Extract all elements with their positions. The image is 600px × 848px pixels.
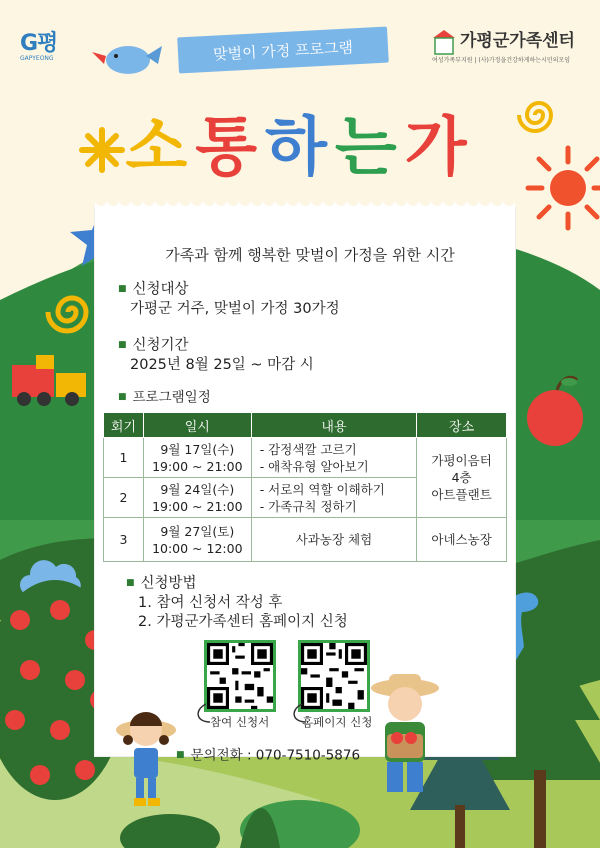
family-center-mark-icon bbox=[432, 29, 456, 55]
target-body: 가평군 거주, 맞벌이 가정 30가정 bbox=[130, 300, 340, 317]
program-banner: 맞벌이 가정 프로그램 bbox=[177, 27, 389, 74]
apply-step-1: 1. 참여 신청서 작성 후 bbox=[138, 594, 283, 611]
bullet-icon: ■ bbox=[118, 340, 127, 350]
column-header: 일시 bbox=[143, 413, 251, 438]
arrow-icon bbox=[198, 704, 210, 722]
target-section bbox=[118, 280, 340, 319]
target-heading: 신청대상 bbox=[132, 281, 189, 298]
center-name: 가평군가족센터 bbox=[460, 31, 575, 51]
gapyeong-logo bbox=[20, 26, 57, 62]
session-datetime: 9월 24일(수) 19:00 ~ 21:00 bbox=[143, 478, 251, 518]
contact bbox=[176, 746, 360, 766]
center-sub: 여성가족부지원 | (사)가정을건강하게하는시민의모임 bbox=[432, 56, 571, 64]
session-datetime: 9월 17일(수) 19:00 ~ 21:00 bbox=[143, 438, 251, 478]
gp-logo-text: G평 bbox=[20, 31, 58, 56]
bullet-icon: ■ bbox=[118, 392, 127, 402]
session-datetime: 9월 27일(토) 10:00 ~ 12:00 bbox=[143, 518, 251, 562]
bullet-icon: ■ bbox=[126, 578, 135, 588]
main-title bbox=[0, 96, 600, 188]
column-header: 장소 bbox=[417, 413, 507, 438]
table-row bbox=[104, 438, 507, 478]
bullet-icon: ■ bbox=[118, 284, 127, 294]
bullet-icon: ■ bbox=[176, 750, 185, 760]
period-heading: 신청기간 bbox=[132, 337, 189, 354]
session-content: - 서로의 역할 이해하기 - 가족규칙 정하기 bbox=[251, 478, 417, 518]
session-number: 3 bbox=[104, 518, 144, 562]
title-char: 소 bbox=[125, 111, 196, 185]
session-place: 아네스농장 bbox=[417, 518, 507, 562]
column-header: 내용 bbox=[251, 413, 417, 438]
bird-icon bbox=[92, 46, 162, 74]
title-char: 통 bbox=[195, 111, 266, 185]
title-char: 하 bbox=[265, 111, 335, 185]
session-content: - 감정색깔 고르기 - 애착유형 알아보기 bbox=[251, 438, 417, 478]
qr-label-homepage: 홈페이지 신청 bbox=[302, 715, 373, 729]
session-number: 2 bbox=[104, 478, 144, 518]
gp-logo-sub: GAPYEONG bbox=[20, 55, 54, 62]
period-body: 2025년 8월 25일 ~ 마감 시 bbox=[130, 356, 314, 373]
apply-section bbox=[126, 574, 348, 632]
column-header: 회기 bbox=[104, 413, 144, 438]
schedule-heading-wrap bbox=[118, 388, 211, 408]
table-header bbox=[104, 413, 507, 438]
farmer-character bbox=[365, 672, 445, 822]
table-row bbox=[104, 518, 507, 562]
qr-label-application: 참여 신청서 bbox=[210, 715, 270, 729]
apply-heading: 신청방법 bbox=[140, 575, 197, 592]
schedule-table bbox=[103, 412, 507, 562]
period-section bbox=[118, 336, 314, 375]
schedule-heading: 프로그램일정 bbox=[132, 389, 211, 406]
subtitle: 가족과 함께 행복한 맞벌이 가정을 위한 시간 bbox=[165, 246, 455, 264]
family-center-logo bbox=[432, 26, 575, 64]
apply-step-2: 2. 가평군가족센터 홈페이지 신청 bbox=[138, 613, 348, 630]
contact-text: 문의전화 : 070-7510-5876 bbox=[190, 747, 361, 764]
girl-character bbox=[112, 700, 182, 820]
title-char: 는 bbox=[334, 111, 405, 185]
title-char: 가 bbox=[404, 111, 475, 185]
session-content: 사과농장 체험 bbox=[251, 518, 417, 562]
session-place: 가평이음터 4층 아트플랜트 bbox=[417, 438, 507, 518]
session-number: 1 bbox=[104, 438, 144, 478]
